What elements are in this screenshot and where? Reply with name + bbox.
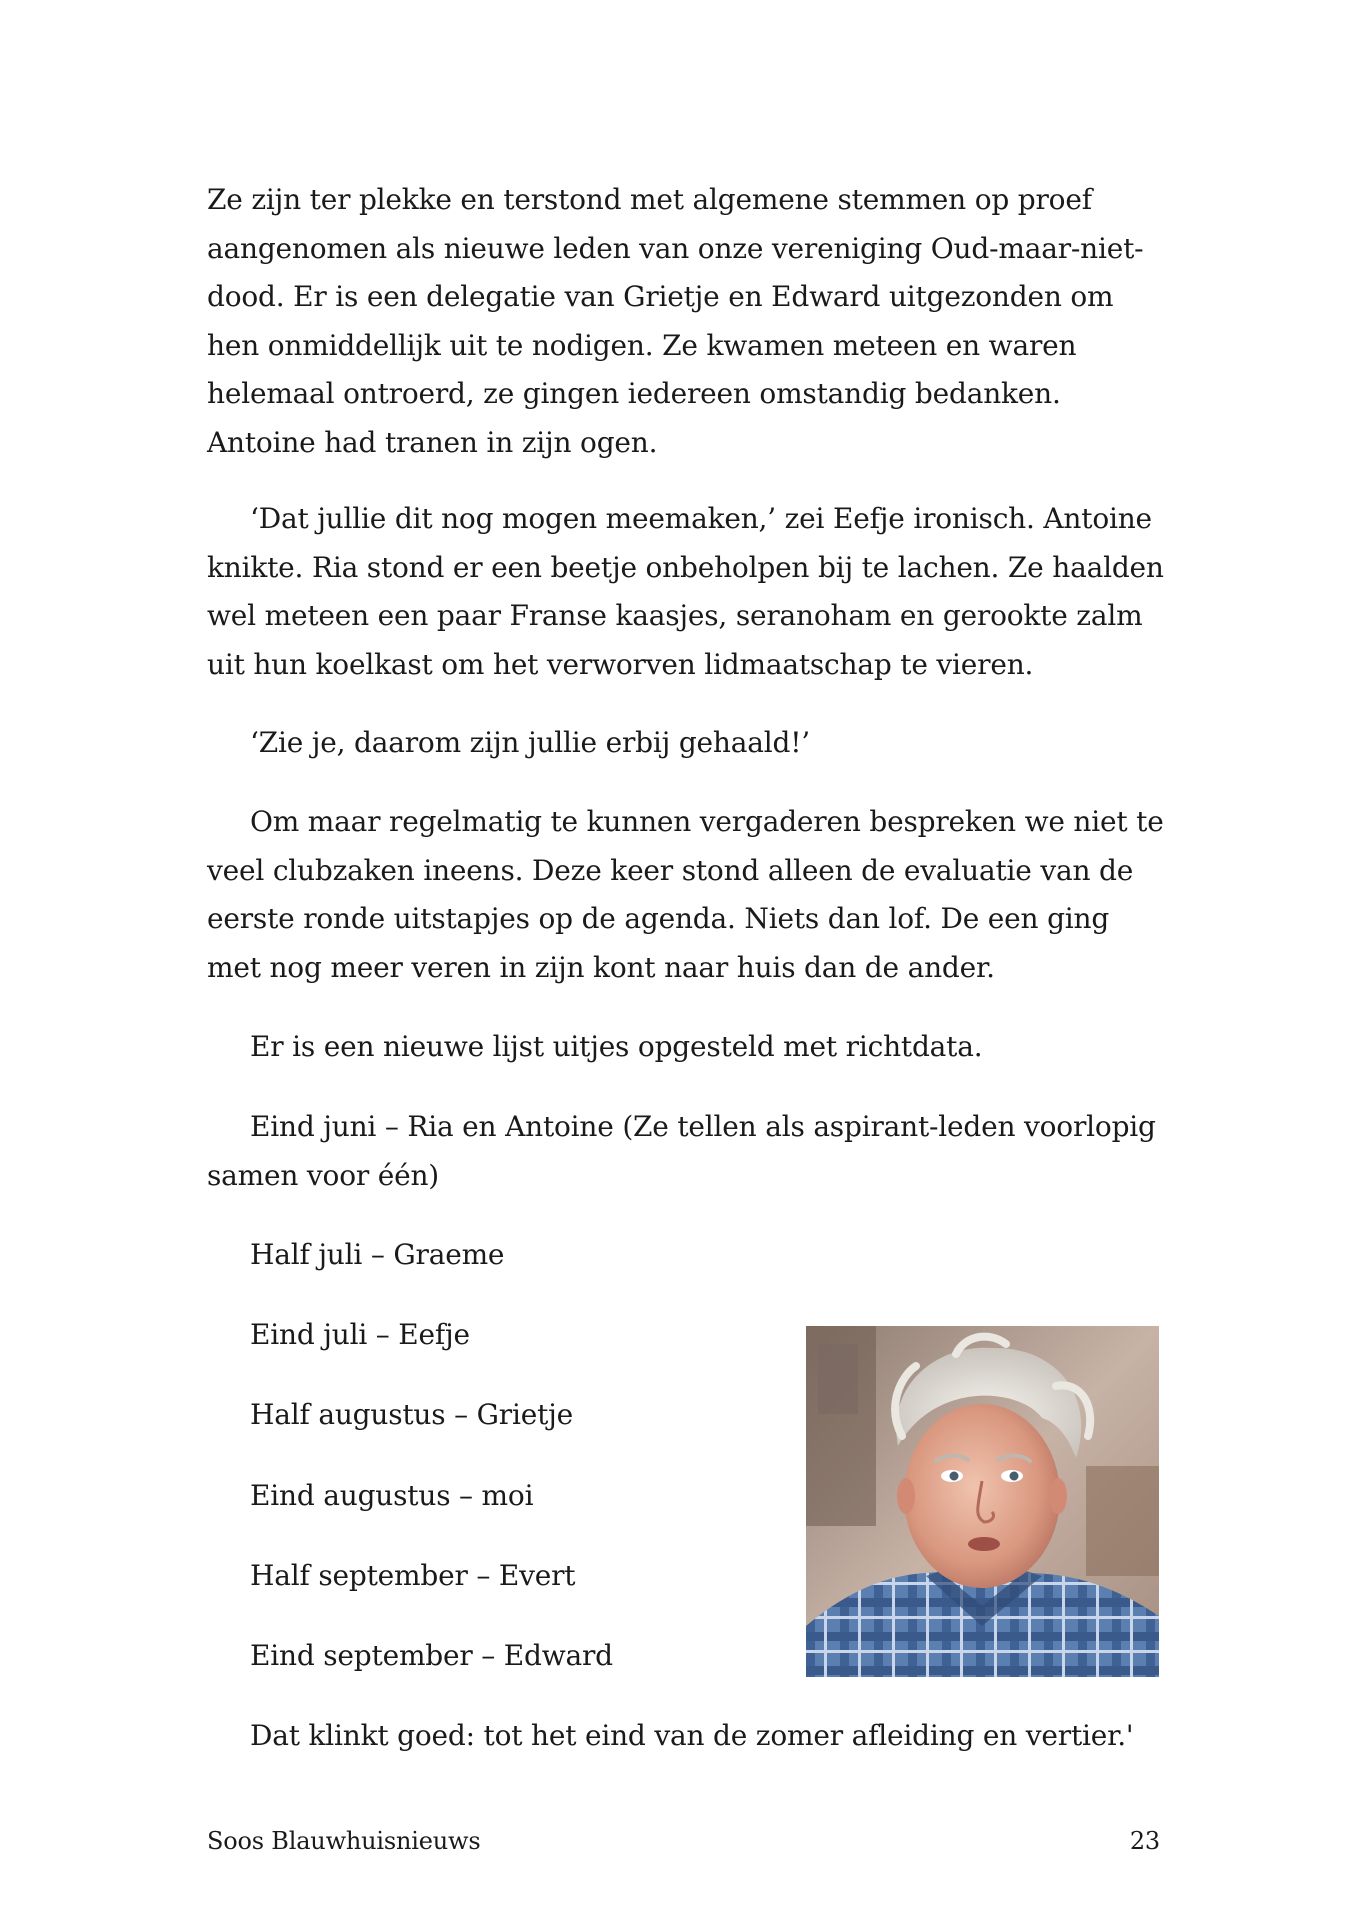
- schedule-item: Eind augustus – moi: [250, 1479, 534, 1512]
- footer-publication: Soos Blauwhuisnieuws: [207, 1827, 481, 1855]
- paragraph-4: Om maar regelmatig te kunnen vergaderen bespreken we niet te veel clubzaken ineens. Deze keer stond alleen de evaluatie van de eerste ronde uitstapjes op de agenda. Niets dan lof. De een ging met nog meer veren in zijn kont naar huis dan de ander.: [207, 805, 1164, 984]
- page-number: 23: [1129, 1827, 1160, 1855]
- paragraph-6: Eind juni – Ria en Antoine (Ze tellen als aspirant-leden voorlopig samen voor één): [207, 1110, 1156, 1192]
- schedule-item: Eind september – Edward: [250, 1639, 613, 1672]
- schedule-item: Half juli – Graeme: [250, 1238, 505, 1271]
- closing-line: Dat klinkt goed: tot het eind van de zomer afleiding en vertier.': [250, 1719, 1134, 1752]
- schedule-item: Half september – Evert: [250, 1559, 576, 1592]
- paragraph-5: Er is een nieuwe lijst uitjes opgesteld met richtdata.: [250, 1030, 983, 1063]
- paragraph-1: Ze zijn ter plekke en terstond met algemene stemmen op proef aangenomen als nieuwe leden van onze vereniging Oud-maar-niet-dood. Er is een delegatie van Grietje en Edward uitgezonden om hen onmiddellijk uit te nodigen. Ze kwamen meteen en waren helemaal ontroerd, ze gingen iedereen omstandig bedanken. Antoine had tranen in zijn ogen.: [207, 183, 1144, 459]
- paragraph-3: ‘Zie je, daarom zijn jullie erbij gehaald!’: [250, 726, 810, 759]
- paragraph-2: ‘Dat jullie dit nog mogen meemaken,’ zei Eefje ironisch. Antoine knikte. Ria stond er een beetje onbeholpen bij te lachen. Ze haalden wel meteen een paar Franse kaasjes, seranoham en gerookte zalm uit hun koelkast om het verworven lidmaatschap te vieren.: [207, 502, 1164, 681]
- schedule-item: Half augustus – Grietje: [250, 1398, 574, 1431]
- schedule-item: Eind juli – Eefje: [250, 1318, 470, 1351]
- portrait-photo: [806, 1326, 1159, 1677]
